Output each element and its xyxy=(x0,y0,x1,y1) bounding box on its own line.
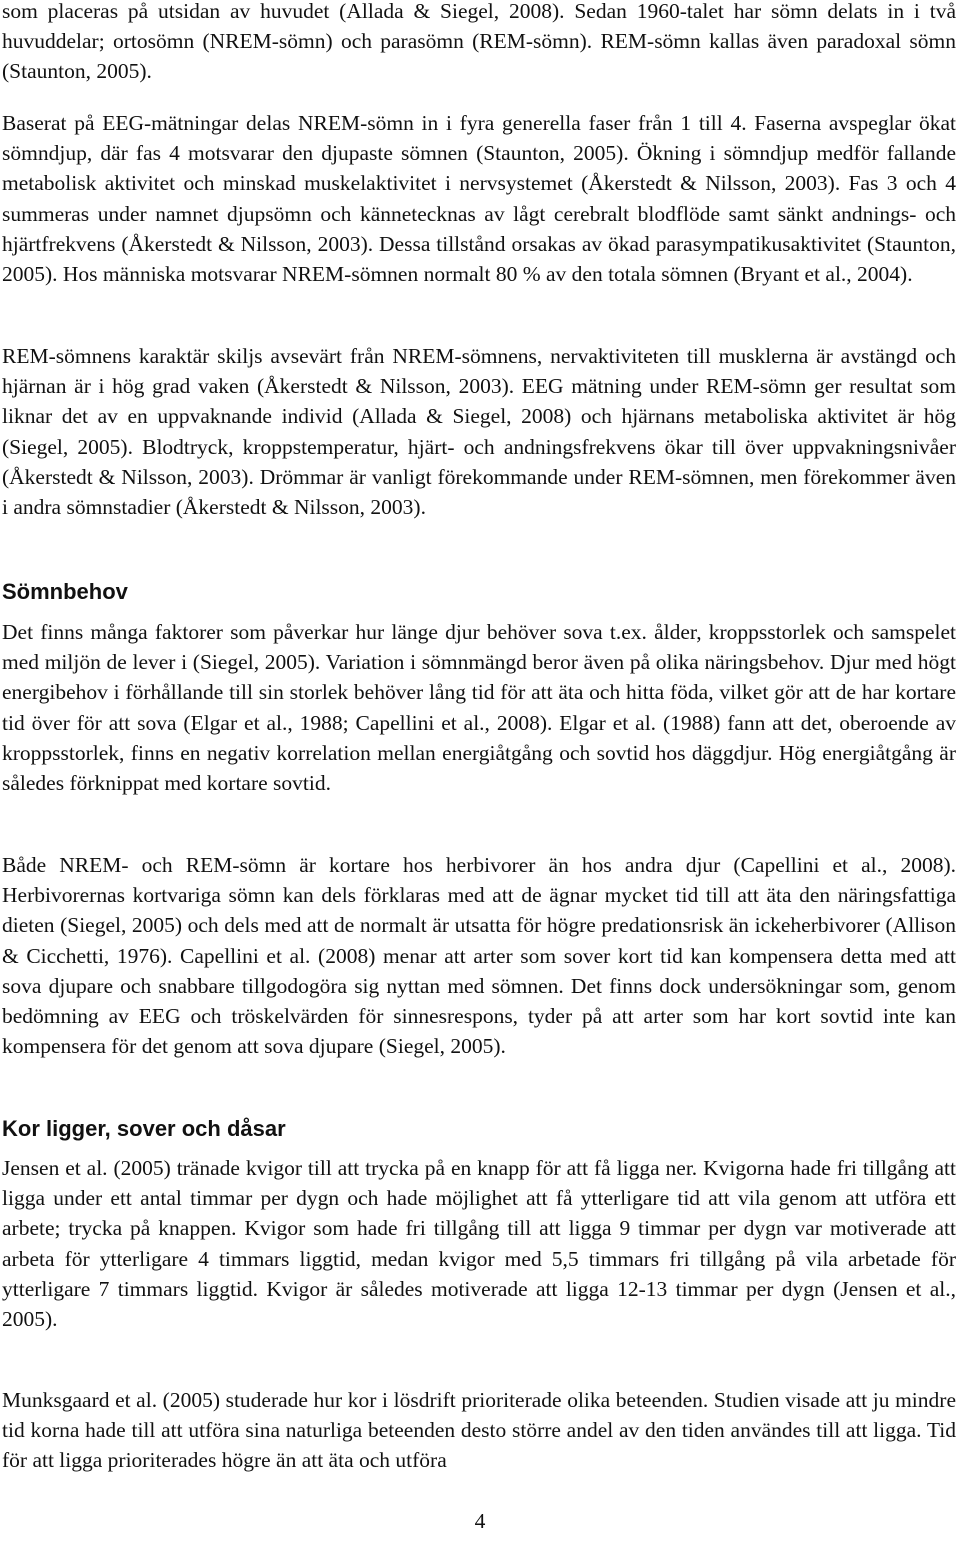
paragraph-munksgaard-study: Munksgaard et al. (2005) studerade hur kor i lösdrift prioriterade olika beteenden. Studien visade att ju mindre tid korna hade till att utföra sina naturliga beteenden desto större andel av den tiden användes till att ligga. Tid för att ligga prioriterades högre än att äta och utföra xyxy=(2,1388,956,1473)
paragraph-herbivores: Både NREM- och REM-sömn är kortare hos herbivorer än hos andra djur (Capellini et al., 2008). Herbivorernas kortvariga sömn kan dels förklaras med att de ägnar mycket tid till att äta den näringsfattiga dieten (Siegel, 2005) och dels med att de normalt är utsatta för högre predationsrisk än ickeherbivorer (Allison & Cicchetti, 1976). Capellini et al. (2008) menar att arter som sover kort tid kan kompensera detta med att sova djupare och snabbare tillgodogöra sig nyttan med sömnen. Det finns dock undersökningar som, genom bedömning av EEG och tröskelvärden för sinnesrespons, tyder på att arter som har kort sovtid inte kan kompensera för det genom att sova djupare (Siegel, 2005). xyxy=(2,853,956,1059)
section-heading-somnbehov: Sömnbehov xyxy=(2,579,128,604)
paragraph-sleep-division: som placeras på utsidan av huvudet (Allada & Siegel, 2008). Sedan 1960-talet har sömn delats in i två huvuddelar; ortosömn (NREM-sömn) och parasömn (REM-sömn). REM-sömn kallas även paradoxal sömn (Staunton, 2005). xyxy=(2,0,956,84)
section-heading-kor-ligger: Kor ligger, sover och dåsar xyxy=(2,1116,286,1141)
paragraph-nrem-phases: Baserat på EEG-mätningar delas NREM-sömn in i fyra generella faser från 1 till 4. Faserna avspeglar ökat sömndjup, där fas 4 motsvarar den djupaste sömnen (Staunton, 2005). Ökning i sömndjup medför fallande metabolisk aktivitet och minskad muskelaktivitet i nervsystemet (Åkerstedt & Nilsson, 2003). Fas 3 och 4 summeras under namnet djupsömn och kännetecknas av lågt cerebralt blodflöde samt sänkt andnings- och hjärtfrekvens (Åkerstedt & Nilsson, 2003). Dessa tillstånd orsakas av ökad parasympatikusaktivitet (Staunton, 2005). Hos människa motsvarar NREM-sömnen normalt 80 % av den totala sömnen (Bryant et al., 2004). xyxy=(2,111,956,287)
paragraph-rem-sleep: REM-sömnens karaktär skiljs avsevärt från NREM-sömnens, nervaktiviteten till musklerna är avstängd och hjärnan är i hög grad vaken (Åkerstedt & Nilsson, 2003). EEG mätning under REM-sömn ger resultat som liknar det av en uppvaknande individ (Allada & Siegel, 2008) och hjärnans metaboliska aktivitet är hög (Siegel, 2005). Blodtryck, kroppstemperatur, hjärt- och andningsfrekvens ökar till över uppvakningsnivåer (Åkerstedt & Nilsson, 2003). Drömmar är vanligt förekommande under REM-sömnen, men förekommer även i andra sömnstadier (Åkerstedt & Nilsson, 2003). xyxy=(2,344,956,520)
paragraph-sleep-factors: Det finns många faktorer som påverkar hur länge djur behöver sova t.ex. ålder, kroppsstorlek och samspelet med miljön de lever i (Siegel, 2005). Variation i sömnmängd beror även på olika näringsbehov. Djur med högt energibehov i förhållande till sin storlek behöver lång tid för att äta och hitta föda, vilket gör att de har kortare tid över för att sova (Elgar et al., 1988; Capellini et al., 2008). Elgar et al. (1988) fann att det, oberoende av kroppsstorlek, finns en negativ korrelation mellan energiåtgång och sovtid hos däggdjur. Hög energiåtgång är således förknippat med kortare sovtid. xyxy=(2,620,956,796)
paragraph-heifers-study: Jensen et al. (2005) tränade kvigor till att trycka på en knapp för att få ligga ner. Kvigorna hade fri tillgång att ligga under ett antal timmar per dygn och hade möjlighet att få ytterligare tid att vila genom att utföra ett arbete; trycka på knappen. Kvigor som hade fri tillgång till att ligga 9 timmar per dygn var motiverade att arbeta för ytterligare 4 timmars liggtid, medan kvigor med 5,5 timmars fri tillgång på vila arbetade för ytterligare 7 timmars liggtid. Kvigor är således motiverade att ligga 12-13 timmar per dygn (Jensen et al., 2005). xyxy=(2,1156,956,1332)
page-number: 4 xyxy=(474,1509,486,1533)
